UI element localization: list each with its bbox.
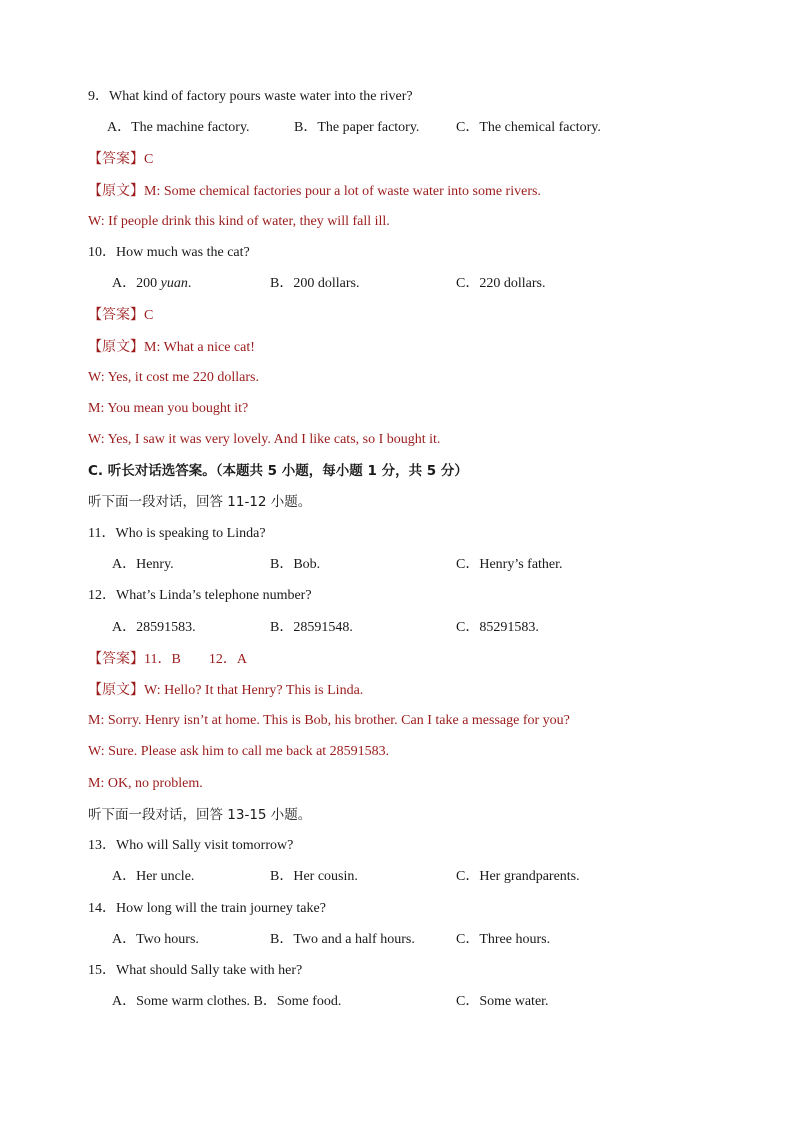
question-10-script-line-4: W: Yes, I saw it was very lovely. And I like cats, so I bought it. — [88, 432, 441, 447]
question-9-script-line-2: W: If people drink this kind of water, they will fall ill. — [88, 214, 390, 229]
question-12-option-a: A．28591583. — [112, 620, 196, 635]
question-12-option-b: B．28591548. — [270, 620, 353, 635]
dialog-2-intro: 听下面一段对话，回答 13-15 小题。 — [88, 807, 312, 823]
question-11-12-script-line-4: M: OK, no problem. — [88, 776, 203, 791]
question-11-option-b: B．Bob. — [270, 557, 321, 572]
question-10-option-c: C．220 dollars. — [456, 276, 546, 291]
question-10-option-b: B．200 dollars. — [270, 276, 360, 291]
question-11-12-answer — [88, 649, 247, 670]
question-12-stem: 12．What’s Linda’s telephone number? — [88, 588, 312, 603]
question-13-option-b: B．Her cousin. — [270, 869, 358, 884]
script-tag: 【原文】 — [88, 682, 144, 698]
question-10-script-line-1 — [88, 337, 255, 358]
answer-tag: 【答案】 — [88, 151, 144, 167]
question-9-stem: 9．What kind of factory pours waste water into the river? — [88, 89, 413, 104]
question-14-option-b: B．Two and a half hours. — [270, 932, 415, 947]
question-11-option-a: A．Henry. — [112, 557, 174, 572]
script-tag: 【原文】 — [88, 339, 144, 355]
question-14-stem: 14．How long will the train journey take? — [88, 901, 326, 916]
question-15-option-a-b: A．Some warm clothes. B．Some food. — [112, 994, 342, 1009]
script-tag: 【原文】 — [88, 183, 144, 199]
answer-value: 11．B 12．A — [144, 652, 247, 667]
option-a-suffix: . — [187, 276, 192, 291]
question-10-script-line-3: M: You mean you bought it? — [88, 401, 249, 416]
answer-value: C — [144, 308, 154, 323]
question-9-option-b: B．The paper factory. — [294, 120, 420, 135]
question-10-answer — [88, 305, 153, 326]
question-13-option-c: C．Her grandparents. — [456, 869, 580, 884]
question-9-script-line-1 — [88, 181, 541, 202]
answer-tag: 【答案】 — [88, 651, 144, 667]
question-11-12-script-line-3: W: Sure. Please ask him to call me back at 28591583. — [88, 744, 390, 759]
answer-tag: 【答案】 — [88, 307, 144, 323]
question-9-option-c: C．The chemical factory. — [456, 120, 601, 135]
question-13-stem: 13．Who will Sally visit tomorrow? — [88, 838, 294, 853]
question-12-option-c: C．85291583. — [456, 620, 539, 635]
section-c-heading: C. 听长对话选答案。（本题共 5 小题，每小题 1 分，共 5 分） — [88, 463, 468, 479]
script-text: W: Hello? It that Henry? This is Linda. — [144, 683, 364, 698]
dialog-1-intro: 听下面一段对话，回答 11-12 小题。 — [88, 494, 312, 510]
question-9-option-a: A．The machine factory. — [107, 120, 250, 135]
option-a-prefix: A．200 — [112, 276, 161, 291]
question-10-option-a — [112, 274, 191, 294]
question-11-12-script-line-1 — [88, 680, 363, 701]
question-10-script-line-2: W: Yes, it cost me 220 dollars. — [88, 370, 259, 385]
question-11-stem: 11．Who is speaking to Linda? — [88, 526, 266, 541]
question-9-answer — [88, 149, 153, 170]
question-14-option-a: A．Two hours. — [112, 932, 199, 947]
question-15-stem: 15．What should Sally take with her? — [88, 963, 303, 978]
script-text: M: Some chemical factories pour a lot of waste water into some rivers. — [144, 184, 541, 199]
question-11-option-c: C．Henry’s father. — [456, 557, 563, 572]
question-14-option-c: C．Three hours. — [456, 932, 551, 947]
answer-value: C — [144, 152, 154, 167]
question-15-option-c: C．Some water. — [456, 994, 549, 1009]
script-text: M: What a nice cat! — [144, 340, 255, 355]
question-11-12-script-line-2: M: Sorry. Henry isn’t at home. This is Bob, his brother. Can I take a message for you? — [88, 713, 570, 728]
question-13-option-a: A．Her uncle. — [112, 869, 195, 884]
option-a-italic: yuan — [160, 276, 188, 291]
question-10-stem: 10．How much was the cat? — [88, 245, 250, 260]
